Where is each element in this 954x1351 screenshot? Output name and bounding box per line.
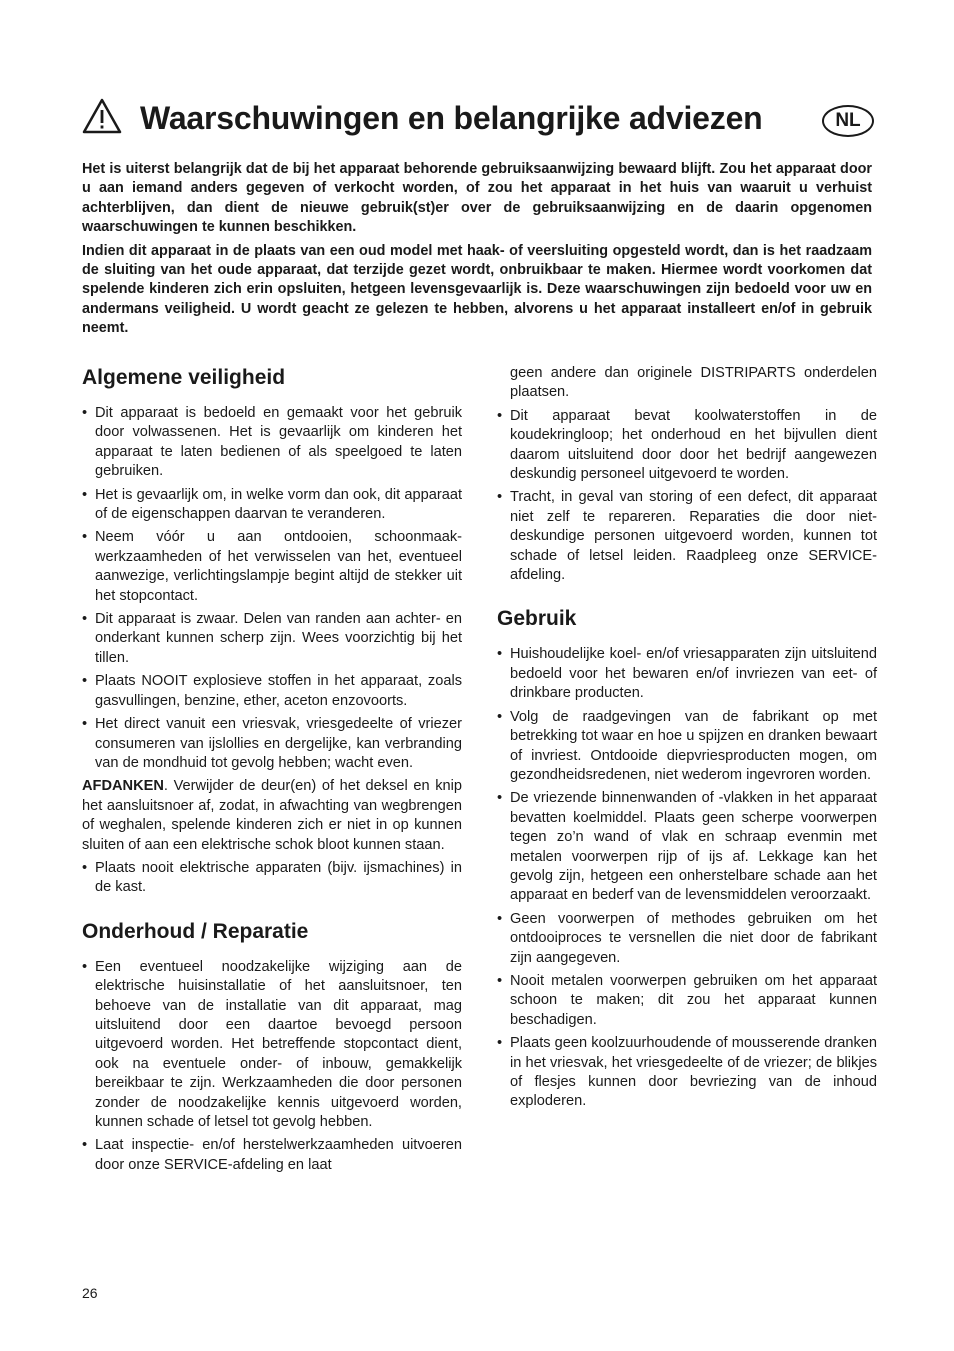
list-item: • Volg de raadgevingen van de fabrikant op met betrekking tot waar en hoe u spijzen en dranken bewaart of invriest. Ontdooide diepvriesproducten mogen, om gezondheidsredenen, niet wederom ingevroren worden. (497, 708, 877, 786)
list-item: • Een eventueel noodzakelijke wijziging aan de elektrische huisinstallatie of het aansluitsnoer, ten behoeve van de installatie van dit apparaat, mag uitsluitend door een daartoe bevoegd persoon uitgevoerd worden. Het betreffende stopcontact dient, ook na eventuele onder- of inbouw, gemakkelijk bereikbaar te zijn. Werkzaamheden die door personen zonder de noodzakelijke kennis uitgevoerd worden, kunnen schade of letsel tot gevolg hebben. (82, 958, 462, 1133)
list-item: • Plaats geen koolzuurhoudende of mousserende dranken in het vriesvak, het vriesgedeelte of de vriezer; de blikjes of flesjes kunnen door bevriezing van de inhoud exploderen. (497, 1034, 877, 1112)
list-item: • Het direct vanuit een vriesvak, vriesgedeelte of vriezer consumeren van ijslollies en dergelijke, kan verbranding van de mondhuid tot gevolg hebben; wacht even. (82, 715, 462, 773)
general-safety-list (82, 404, 462, 773)
list-item: • Dit apparaat is bedoeld en gemaakt voor het gebruik door volwassenen. Het is gevaarlijk om kinderen het apparaat te laten bedienen of als speelgoed te laten gebruiken. (82, 404, 462, 482)
list-item: • Plaats NOOIT explosieve stoffen in het apparaat, zoals gasvullingen, benzine, ether, aceton enzovoorts. (82, 672, 462, 711)
section-heading-maintenance: Onderhoud / Reparatie (82, 919, 309, 943)
list-item: • Huishoudelijke koel- en/of vriesapparaten zijn uitsluitend bedoeld voor het bewaren en/of invriezen van eet- of drinkbare producten. (497, 645, 877, 703)
section-heading-general-safety: Algemene veiligheid (82, 366, 286, 389)
list-item: • Dit apparaat is zwaar. Delen van randen aan achter- en onderkant kunnen scherp zijn. Wees voorzichtig bij het tillen. (82, 610, 462, 668)
section-heading-usage: Gebruik (497, 607, 577, 631)
usage-list (497, 645, 877, 1111)
list-item: • Het is gevaarlijk om, in welke vorm dan ook, dit apparaat of de eigenschappen daarvan te veranderen. (82, 486, 462, 525)
left-column (82, 364, 462, 1179)
warning-triangle-icon (82, 98, 122, 134)
page-number: 26 (82, 1285, 98, 1301)
list-item: • Laat inspectie- en/of herstelwerkzaamheden uitvoeren door onze SERVICE-afdeling en laat (82, 1136, 462, 1175)
general-safety-extra-list (82, 859, 462, 898)
list-item: • De vriezende binnenwanden of -vlakken in het apparaat bevatten koelmiddel. Plaats geen scherpe voorwerpen tegen zo’n wand of vlak en schraap evenmin met metalen voorwerpen rijp of ijs af. Lekkage kan het gevolg zijn, hetgeen een onherstelbare schade aan het apparaat en bederf van de levensmiddelen veroorzaakt. (497, 789, 877, 905)
list-item: • Tracht, in geval van storing of een defect, dit apparaat niet zelf te repareren. Reparaties die door niet-deskundige personen uitgevoerd worden, kunnen tot schade of letsel leiden. Raadpleeg onze SERVICE-afdeling. (497, 488, 877, 585)
list-item: • Plaats nooit elektrische apparaten (bijv. ijsmachines) in de kast. (82, 859, 462, 898)
disposal-text: . Verwijder de deur(en) of het deksel en knip het aansluitsnoer af, zodat, in afwachting van wegbrengen of weghalen, spelende kinderen zich er niet in op kunnen sluiten of aan een elektrische schok bloot kunnen staan. (82, 778, 462, 853)
page-header (82, 96, 877, 146)
intro-paragraph: Indien dit apparaat in de plaats van een oud model met haak- of veersluiting opgesteld wordt, dan is het raadzaam de sluiting van het oude apparaat, dat terzijde gezet wordt, onbruikbaar te maken. Hiermee wordt voorkomen dat spelende kinderen zich erin opsluiten, hetgeen levensgevaarlijk is. Deze waarschuwingen zijn bedoeld voor uw en andermans veiligheid. U wordt geacht ze gelezen te hebben, alvorens u het apparaat installeert en/of in gebruik neemt. (82, 242, 872, 337)
disposal-label: AFDANKEN (82, 778, 164, 795)
intro-paragraph: Het is uiterst belangrijk dat de bij het apparaat behorende gebruiksaanwijzing bewaard blijft. Zou het apparaat door u aan iemand anders gegeven of verkocht worden, of zou het apparaat in het huis van waaruit u verhuist achterblijven, dan dient de nieuwe gebruik(st)er over de gebruiksaanwijzing en de daarin opgenomen waarschuwingen te kunnen beschikken. (82, 161, 872, 236)
maintenance-list-continued (497, 407, 877, 586)
right-column (497, 364, 877, 1116)
page-title: Waarschuwingen en belangrijke adviezen (140, 100, 763, 136)
list-item: • Nooit metalen voorwerpen gebruiken om het apparaat schoon te maken; dit zou het apparaat kunnen beschadigen. (497, 972, 877, 1030)
maintenance-list (82, 958, 462, 1175)
disposal-paragraph (82, 777, 462, 855)
list-item-continuation: geen andere dan originele DISTRIPARTS onderdelen plaatsen. (510, 365, 877, 401)
list-item: • Neem vóór u aan ontdooien, schoonmaak-werkzaamheden of het verwisselen van het, eventueel aanwezige, verlichtingslampje begint altijd de stekker uit het stopcontact. (82, 528, 462, 606)
list-item: • Geen voorwerpen of methodes gebruiken om het ontdooiproces te versnellen die niet door de fabrikant zijn aangegeven. (497, 910, 877, 968)
language-badge: NL (822, 105, 874, 137)
list-item: • Dit apparaat bevat koolwaterstoffen in de koudekringloop; het onderhoud en het bijvullen dient daarom uitsluitend door door het bedrijf aangewezen deskundig personeel uitgevoerd te worden. (497, 407, 877, 485)
intro-text (82, 160, 872, 343)
